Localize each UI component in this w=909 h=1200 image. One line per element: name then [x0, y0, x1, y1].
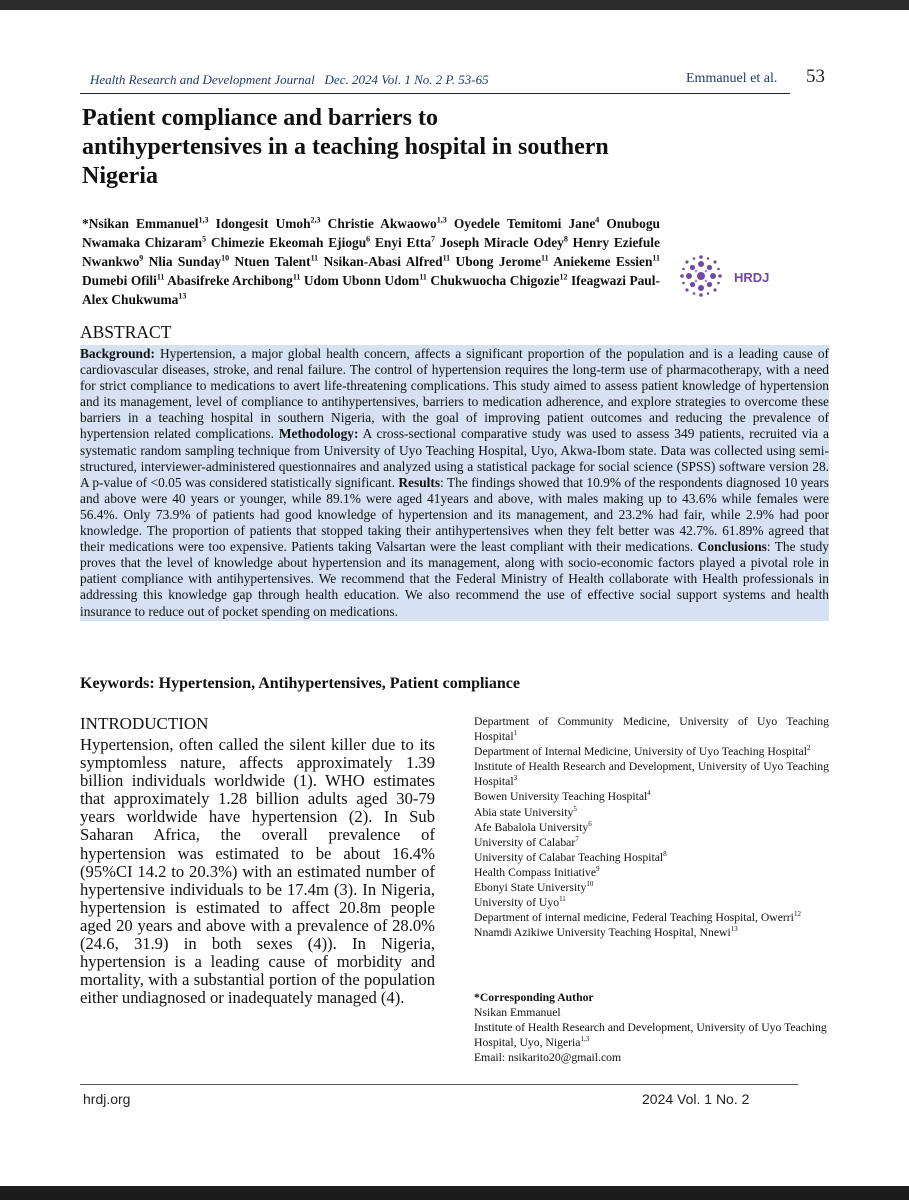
top-edge-bar [0, 0, 909, 10]
corresponding-heading: *Corresponding Author [474, 991, 594, 1004]
affiliation-item [474, 880, 829, 895]
affiliation-item [474, 835, 829, 850]
hrdj-logo-icon [679, 254, 723, 298]
author-name [211, 235, 370, 250]
author-name-text: Nsikan-Abasi Alfred [323, 254, 443, 269]
author-name [324, 254, 451, 269]
journal-name: Health Research and Development Journal [90, 72, 315, 87]
author-affiliation-sup: 13 [178, 291, 187, 301]
author-affiliation-sup: 6 [366, 234, 371, 244]
author-name-text: Aniekeme Essien [553, 254, 653, 269]
affiliation-text: Afe Babalola University [474, 820, 589, 834]
author-name-text: Ntuen Talent [234, 254, 311, 269]
affiliation-text: Department of Internal Medicine, University of Uyo Teaching Hospital [474, 745, 807, 759]
affiliation-text: Health Compass Initiative [474, 865, 597, 879]
affiliation-item [474, 805, 829, 820]
affiliation-item [474, 789, 829, 804]
affiliation-text: Department of internal medicine, Federal Teaching Hospital, Owerri [474, 911, 794, 925]
author-name-text: Ifeagwazi Paul-Alex Chukwuma [82, 273, 660, 307]
author-affiliation-sup: 4 [595, 215, 600, 225]
affiliation-item [474, 714, 829, 744]
corresponding-name: Nsikan Emmanuel [474, 1006, 561, 1020]
affiliation-sup: 13 [730, 925, 738, 934]
corresponding-institution [474, 1020, 829, 1050]
author-name-text: Oyedele Temitomi Jane [453, 216, 596, 231]
affiliation-text: Ebonyi State University [474, 881, 587, 895]
author-name-text: Ubong Jerome [455, 254, 542, 269]
affiliation-item [474, 744, 829, 759]
affiliation-sup: 4 [647, 789, 651, 798]
affiliation-sup: 6 [588, 819, 592, 828]
author-name [149, 254, 229, 269]
affiliation-item [474, 759, 829, 789]
affiliation-sup: 5 [573, 804, 577, 813]
author-affiliation-sup: 8 [563, 234, 568, 244]
author-affiliation-sup: 11 [310, 253, 319, 263]
bottom-edge-bar [0, 1186, 909, 1200]
author-affiliation-sup: 2,3 [310, 215, 321, 225]
footer-site-link[interactable]: hrdj.org [83, 1091, 131, 1107]
introduction-heading: INTRODUCTION [80, 714, 209, 733]
author-list [82, 214, 660, 309]
author-affiliation-sup: 11 [292, 272, 301, 282]
author-name [456, 254, 549, 269]
affiliation-item [474, 865, 829, 880]
affiliation-sup: 2 [806, 744, 811, 753]
author-affiliation-sup: 11 [156, 272, 165, 282]
author-name [235, 254, 319, 269]
author-name-text: Chimezie Ekeomah Ejiogu [210, 235, 367, 250]
corresponding-institution-text: Institute of Health Research and Development, University of Uyo Teaching Hospital, Uyo, Nigeria [474, 1021, 827, 1050]
journal-issue: Dec. 2024 Vol. 1 No. 2 P. 53-65 [324, 72, 489, 87]
author-affiliation-sup: 11 [442, 253, 451, 263]
author-affiliation-sup: 1,3 [436, 215, 447, 225]
author-name-text: Joseph Miracle Odey [439, 235, 564, 250]
affiliation-sup: 9 [596, 865, 600, 874]
article-title: Patient compliance and barriers to antihypertensives in a teaching hospital in southern Nigeria [82, 105, 609, 189]
affiliation-item [474, 850, 829, 865]
author-name-text: Chukwuocha Chigozie [430, 273, 560, 288]
abstract-section-text: : The findings showed that 10.9% of the respondents diagnosed 10 years and above were 40 years or younger, while 89.1% were aged 41years and above, with males making up to 43.6% while females were 56.4%. Only 73.9% of patients had good knowledge of hypertension and its management, and 23.2% had fair, while 2.9% had poor knowledge. The proportion of patients that stopped taking their antihypertensives when they felt better was 42.7%. 61.89% agreed that their medications were too expensive. Patients taking Valsartan were the least compliant with their medications. [80, 474, 829, 555]
affiliation-sup: 1 [513, 729, 518, 738]
logo-text: HRDJ [734, 270, 770, 285]
author-affiliation-sup: 1,3 [198, 215, 209, 225]
abstract-section-label: Background: [80, 346, 155, 361]
author-name-text: Nlia Sunday [148, 254, 222, 269]
author-name-text: Enyi Etta [374, 235, 432, 250]
running-header [90, 72, 489, 88]
abstract-section-text: Hypertension, a major global health concern, affects a significant proportion of the population and is a leading cause of cardiovascular diseases, stroke, and renal failure. The control of hypertension requires the long-term use of pharmacotherapy, with a need for strict compliance to medications to avert life-threatening complications. This study aimed to assess patient knowledge of hypertension and its management, level of compliance to antihypertensives, barriers to medication adherence, and explore strategies to overcome these barriers in a teaching hospital in southern Nigeria, with the goal of improving patient outcomes and reducing the prevalence of hypertension related complications. [80, 346, 829, 442]
affiliation-sup: 8 [663, 849, 667, 858]
affiliation-sup: 7 [575, 834, 579, 843]
author-name [82, 273, 164, 288]
author-name [216, 216, 321, 231]
abstract-section-label: Methodology: [278, 426, 359, 442]
affiliation-text: Abia state University [474, 805, 574, 819]
corresponding-email[interactable]: Email: nsikarito20@gmail.com [474, 1051, 622, 1065]
author-name-text: Idongesit Umoh [215, 216, 311, 231]
abstract-section-text: : The study proves that the level of knowledge about hypertension and its management, along with socio-economic factors played a pivotal role in patient compliance with antihypertensives. We recommend that the Federal Ministry of Health collaborate with Health professionals in addressing this knowledge gap through health education. We also recommend the use of effective social support systems and health insurance to reduce out of pocket spending on medications. [80, 539, 829, 619]
corresponding-author-block [474, 990, 829, 1065]
author-affiliation-sup: 12 [559, 272, 568, 282]
author-name-text: Onubogu Nwamaka Chizaram [82, 216, 660, 250]
page-number: 53 [806, 66, 825, 87]
affiliation-sup: 12 [793, 910, 801, 919]
header-rule [80, 93, 790, 94]
author-affiliation-sup: 5 [202, 234, 207, 244]
affiliation-sup: 3 [513, 774, 518, 783]
affiliation-sup: 11 [559, 895, 566, 904]
author-name-text: Udom Ubonn Udom [303, 273, 420, 288]
affiliation-text: Bowen University Teaching Hospital [474, 790, 648, 804]
corresponding-institution-sup: 1,3 [580, 1035, 590, 1044]
author-name-text: Abasifreke Archibong [167, 273, 293, 288]
keywords: Keywords: Hypertension, Antihypertensives, Patient compliance [80, 675, 520, 692]
author-name [440, 235, 568, 250]
running-header-author: Emmanuel et al. [686, 71, 778, 86]
affiliation-text: University of Uyo [474, 896, 560, 910]
affiliation-item [474, 910, 829, 925]
author-affiliation-sup: 9 [139, 253, 144, 263]
affiliation-item [474, 820, 829, 835]
affiliation-text: Nnamdi Azikiwe University Teaching Hospital, Nnewi [474, 926, 731, 940]
author-name [304, 273, 427, 288]
affiliation-list [474, 714, 829, 940]
introduction-text: Hypertension, often called the silent killer due to its symptomless nature, affects approximately 1.39 billion individuals worldwide (1). WHO estimates that approximately 1.28 billion adults aged 30-79 years worldwide have hypertension (2). In Sub Saharan Africa, the overall prevalence of hypertension was estimated to be about 16.4% (95%CI 14.2 to 20.3%) with an estimated number of hypertensive individuals to be 17.4m (3). In Nigeria, hypertension is estimated to affect 20.8m people aged 20 years and above with a prevalence of 28.0% (24.6, 31.9) in both sexes (4)). In Nigeria, hypertension is a leading cause of morbidity and mortality, with a substantial portion of the population either undiagnosed or inadequately managed (4). [80, 735, 435, 1008]
author-name-text: Christie Akwaowo [327, 216, 437, 231]
author-name [454, 216, 599, 231]
abstract-body [80, 345, 829, 621]
abstract-section-label: Results [398, 474, 441, 490]
affiliation-text: University of Calabar [474, 835, 576, 849]
author-affiliation-sup: 10 [221, 253, 230, 263]
footer-rule [80, 1084, 798, 1085]
author-name-text: Dumebi Ofili [82, 273, 157, 288]
author-name-text: Henry Eziefule Nwankwo [82, 235, 660, 269]
abstract-heading: ABSTRACT [80, 322, 172, 342]
author-affiliation-sup: 11 [652, 253, 660, 263]
author-affiliation-sup: 11 [541, 253, 549, 263]
footer-volume: 2024 Vol. 1 No. 2 [642, 1091, 750, 1107]
affiliation-text: University of Calabar Teaching Hospital [474, 850, 664, 864]
author-name [167, 273, 300, 288]
affiliation-text: Institute of Health Research and Development, University of Uyo Teaching Hospital [474, 760, 829, 789]
author-name [375, 235, 435, 250]
abstract-section-text: A cross-sectional comparative study was used to assess 349 patients, recruited via a systematic random sampling technique from University of Uyo Teaching Hospital, Uyo, Akwa-Ibom state. Data was collected using semi-structured, interviewer-administered questionnaires and analyzed using a statistical package for social science (SPSS) software version 28. A p-value of <0.05 was considered statistically significant. [80, 426, 829, 490]
affiliation-item [474, 925, 829, 940]
author-name [430, 273, 567, 288]
affiliation-item [474, 895, 829, 910]
author-name [553, 254, 660, 269]
affiliation-text: Department of Community Medicine, University of Uyo Teaching Hospital [474, 715, 829, 744]
author-name-text: *Nsikan Emmanuel [82, 216, 199, 231]
affiliation-sup: 10 [586, 880, 594, 889]
author-name [328, 216, 447, 231]
author-affiliation-sup: 11 [419, 272, 427, 282]
author-affiliation-sup: 7 [431, 234, 436, 244]
author-name [82, 216, 209, 231]
abstract-section-label: Conclusions [697, 539, 767, 555]
